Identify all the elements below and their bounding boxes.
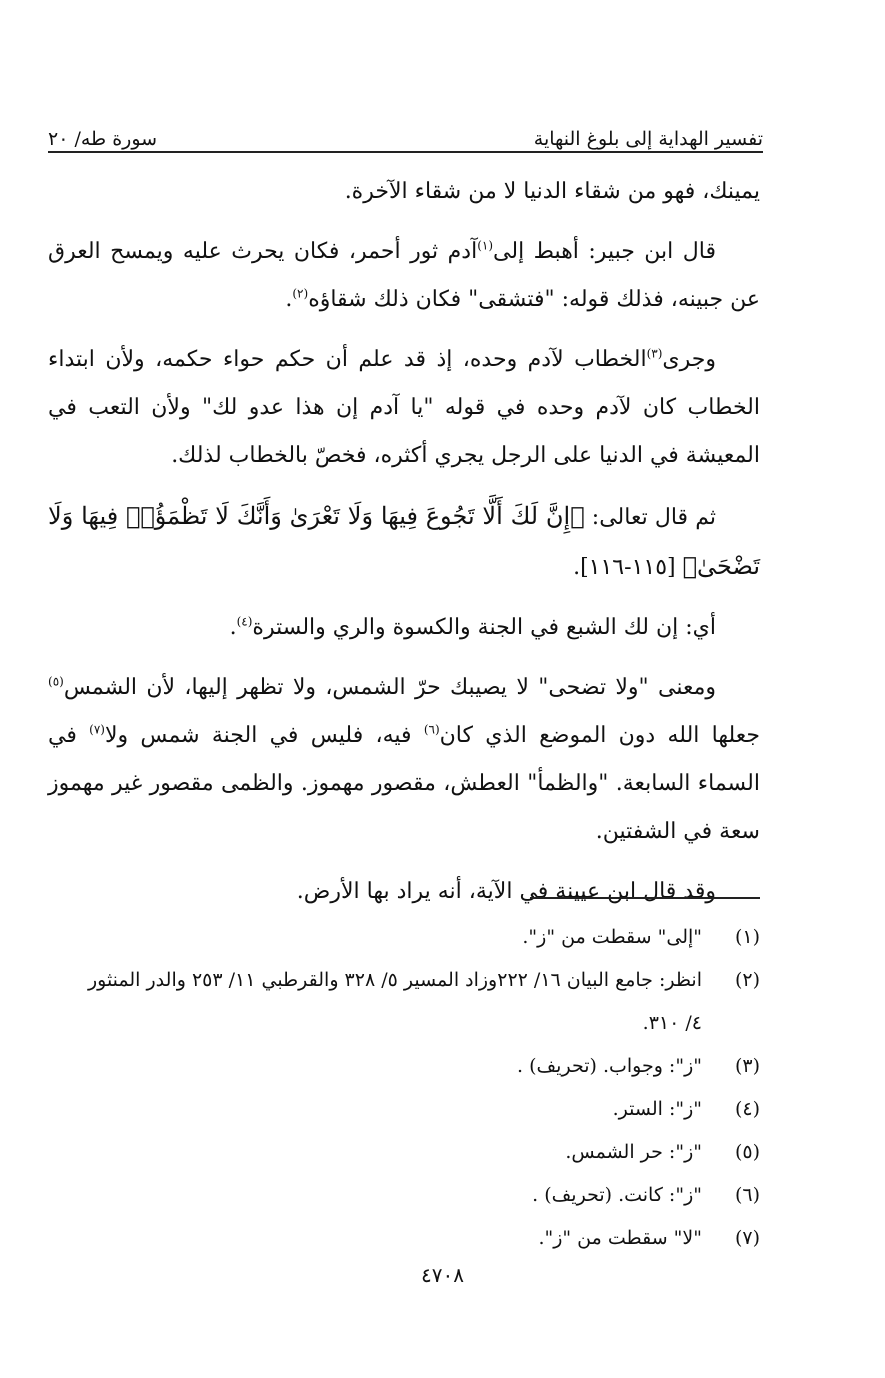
footnote-2: (٢) انظر: جامع البيان ١٦/ ٢٢٢وزاد المسير ٥/ ٣٢٨ والقرطبي ١١/ ٢٥٣ والدر المنثور [87,969,760,991]
header-rule [48,151,763,153]
paragraph-1: يمينك، فهو من شقاء الدنيا لا من شقاء الآخرة. [344,179,760,204]
footnote-ref-1[interactable]: (١) [477,238,494,253]
paragraph-3: وجرى$^{(٣)}$الخطاب لآدم وحده، إذ قد علم أن حكم حواء حكمه، ولأن ابتداء الخطاب كان لآدم وحده في قوله "يا آدم إن هذا عدو لك" ولأن التعب في المعيشة في الدنيا على الرجل يجري أكثره، فخصّ بالخطاب لذلك. [48,346,760,468]
paragraph-5: أي: إن لك الشبع في الجنة والكسوة والري والسترة$^{(٤)}$. [229,614,716,640]
paragraph-7: وقد قال ابن عيينة في الآية، أنه يراد بها الأرض. [296,879,716,904]
footnote-5: (٥) "ز": حر الشمس. [565,1141,760,1163]
footnote-rule [530,897,760,899]
quran-verse: ﴿إِنَّ لَكَ أَلَّا تَجُوعَ فِيهَا وَلَا تَعْرَىٰ وَأَنَّكَ لَا تَظْمَؤُا۟ فِيهَا وَلَا تَضْحَىٰ﴾ [48,502,760,580]
book-title: تفسير الهداية إلى بلوغ النهاية [533,128,763,150]
footnotes [48,916,760,1260]
paragraph-2: قال ابن جبير: أهبط إلى$^{(١)}$آدم ثور أحمر، فكان يحرث عليه ويمسح العرق عن جبينه، فذلك قوله: "فتشقى" فكان ذلك شقاؤه$^{(٢)}$. [48,238,760,312]
footnote-ref-2[interactable]: (٢) [292,286,309,301]
footnote-ref-5[interactable]: (٥) [48,674,64,689]
paragraph-6: ومعنى "ولا تضحى" لا يصيبك حرّ الشمس، ولا تظهر إليها، لأن الشمس$^{(٥)}$ جعلها الله دون الموضع الذي كان$^{(٦)}$ فيه، فليس في الجنة شمس ولا$^{(٧)}$ في السماء السابعة. "والظمأ" العطش، مقصور مهموز. والظمى مقصور غير مهموز سعة في الشفتين. [48,674,761,844]
footnote-4: (٤) "ز": الستر. [612,1098,760,1120]
footnote-3: (٣) "ز": وجواب. (تحريف) . [517,1055,760,1077]
footnote-1: (١) "إلى" سقطت من "ز". [522,926,760,948]
footnote-ref-7[interactable]: (٧) [89,722,105,737]
footnote-6: (٦) "ز": كانت. (تحريف) . [532,1184,760,1206]
paragraph-4: ثم قال تعالى: ﴿إِنَّ لَكَ أَلَّا تَجُوعَ فِيهَا وَلَا تَعْرَىٰ وَأَنَّكَ لَا تَظْمَؤُا۟ فِيهَا وَلَا تَضْحَىٰ﴾ [١١٥-١١٦]. [48,502,760,580]
footnote-ref-4[interactable]: (٤) [236,614,253,629]
main-text [48,168,760,928]
surah-reference: سورة طه/ ٢٠ [48,128,158,150]
footnote-ref-3[interactable]: (٣) [646,346,663,361]
footnote-2-continuation: ٤/ ٣١٠. [642,1012,702,1034]
footnote-7: (٧) "لا" سقطت من "ز". [538,1227,760,1249]
footnote-ref-6[interactable]: (٦) [423,722,440,737]
page-number: ٤٧٠٨ [421,1263,464,1287]
verse-numbers: [١١٥-١١٦]. [573,555,676,580]
running-header [48,112,763,150]
